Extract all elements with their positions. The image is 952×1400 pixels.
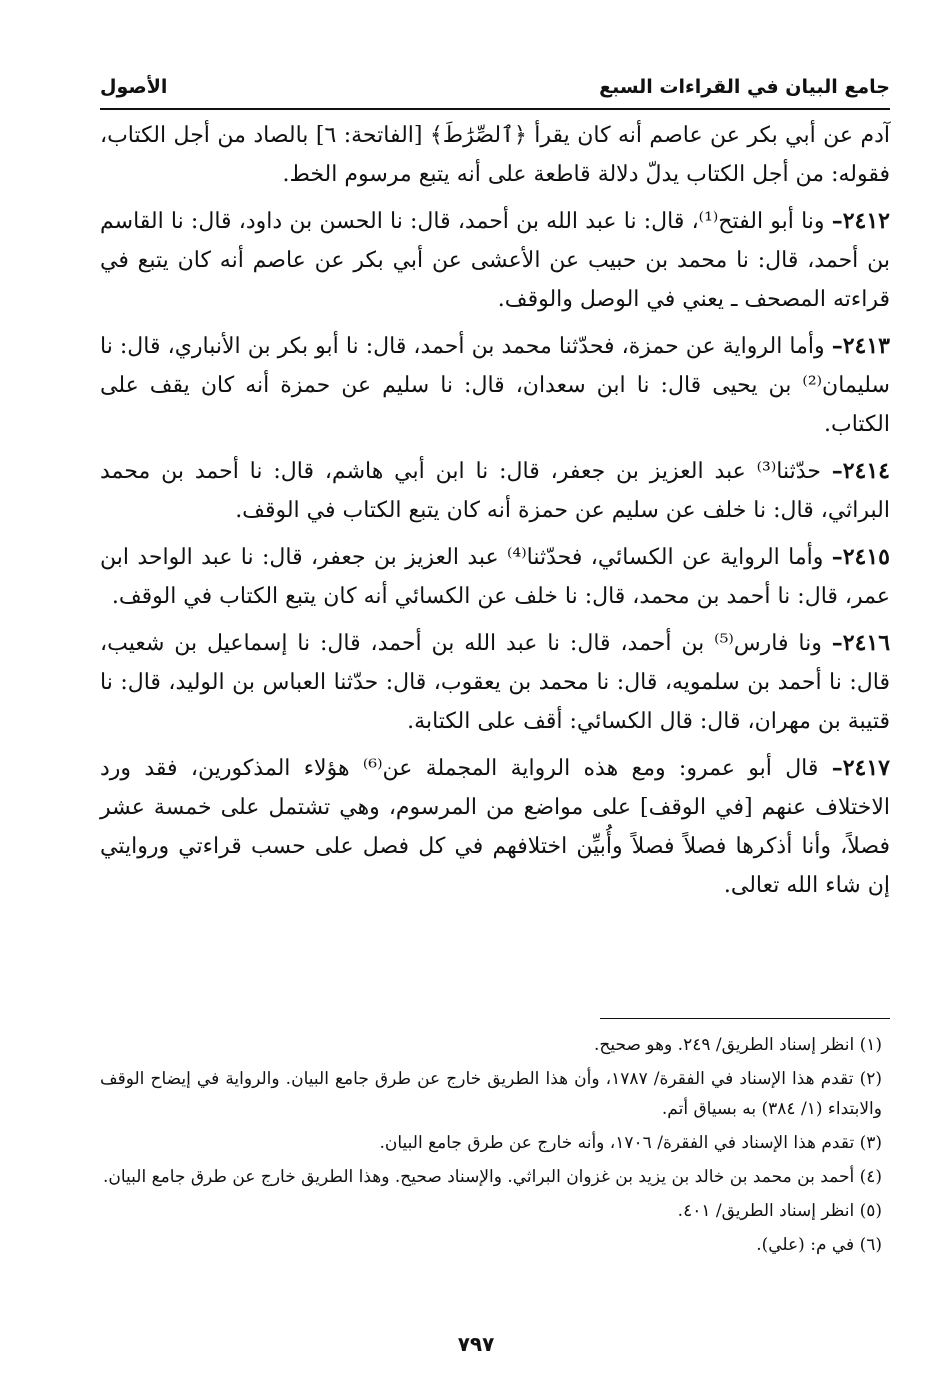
paragraph-text: قال أبو عمرو: ومع هذه الرواية المجملة عن⁽⁶⁾ هؤلاء المذكورين، فقد ورد الاختلاف عنهم [في الوقف] على مواضع من المرسوم، وهي تشتمل على خمسة عشر فصلاً، وأنا أذكرها فصلاً فصلاً وأُبيِّن اختلافهم في كل فصل على حسب قراءتي وروايتي إن شاء الله تعالى. (100, 756, 890, 898)
paragraph-number: ٢٤١٣– (831, 333, 890, 359)
footnote: (٤) أحمد بن محمد بن خالد بن يزيد بن غزوان البراثي. والإسناد صحيح. وهذا الطريق خارج عن طرق جامع البيان. (102, 1167, 882, 1187)
footnote: (١) انظر إسناد الطريق/ ٢٤٩. وهو صحيح. (593, 1035, 882, 1055)
paragraph-number: ٢٤١٧– (831, 755, 890, 781)
paragraph-text: وأما الرواية عن الكسائي، فحدّثنا⁽⁴⁾ عبد العزيز بن جعفر، قال: نا عبد الواحد ابن عمر، قال: نا أحمد بن محمد، قال: نا خلف عن الكسائي أنه كان يتبع الكتاب في الوقف. (100, 545, 890, 609)
paragraph-text: وأما الرواية عن حمزة، فحدّثنا محمد بن أحمد، قال: نا أبو بكر بن الأنباري، قال: نا سليمان⁽²⁾ بن يحيى قال: نا ابن سعدان، قال: نا سليم عن حمزة أنه كان يقف على الكتاب. (100, 334, 890, 437)
paragraph (100, 202, 890, 319)
paragraph-number: ٢٤١٢– (831, 208, 890, 234)
paragraph (100, 116, 890, 194)
book-title: جامع البيان في القراءات السبع (599, 76, 890, 98)
footnote: (٦) في م: (علي). (756, 1235, 882, 1255)
main-text (100, 116, 890, 913)
paragraph-number: ٢٤١٦– (831, 630, 891, 656)
paragraph-text: حدّثنا⁽³⁾ عبد العزيز بن جعفر، قال: نا ابن أبي هاشم، قال: نا أحمد بن محمد البراثي، قال: نا خلف عن سليم عن حمزة أنه كان يتبع الكتاب في الوقف. (100, 459, 890, 523)
paragraph-text: آدم عن أبي بكر عن عاصم أنه كان يقرأ ﴿ٱلصِّرَٰطَ﴾ [الفاتحة: ٦] بالصاد من أجل الكتاب، فقوله: من أجل الكتاب يدلّ دلالة قاطعة على أنه يتبع مرسوم الخط. (100, 123, 891, 187)
paragraph (100, 624, 890, 741)
paragraph-text: ونا فارس⁽⁵⁾ بن أحمد، قال: نا عبد الله بن أحمد، قال: نا إسماعيل بن شعيب، قال: نا أحمد بن سلمويه، قال: نا محمد بن يعقوب، قال: حدّثنا العباس بن الوليد، قال: نا قتيبة بن مهران، قال: قال الكسائي: أقف على الكتابة. (100, 631, 890, 734)
running-header (100, 62, 890, 98)
page-number: ٧٩٧ (457, 1332, 495, 1356)
paragraph (100, 538, 890, 616)
footnotes (100, 1030, 882, 1264)
header-rule (100, 108, 890, 110)
section-title: الأصول (100, 76, 168, 98)
paragraph (100, 749, 890, 905)
paragraph (100, 452, 890, 530)
paragraph-text: ونا أبو الفتح⁽¹⁾، قال: نا عبد الله بن أحمد، قال: نا الحسن بن داود، قال: نا القاسم بن أحمد، قال: نا محمد بن حبيب عن الأعشى عن أبي بكر عن عاصم أنه كان يتبع في قراءته المصحف ـ يعني في الوصل والوقف. (100, 209, 890, 312)
paragraph-number: ٢٤١٥– (831, 544, 890, 570)
paragraph (100, 327, 890, 444)
footnote: (٣) تقدم هذا الإسناد في الفقرة/ ١٧٠٦، وأنه خارج عن طرق جامع البيان. (379, 1133, 882, 1153)
footnote-separator (600, 1018, 890, 1019)
footnote: (٢) تقدم هذا الإسناد في الفقرة/ ١٧٨٧، وأن هذا الطريق خارج عن طرق جامع البيان. والرواية في إيضاح الوقف والابتداء (١/ ٣٨٤) به بسياق أتم. (100, 1069, 882, 1119)
paragraph-number: ٢٤١٤– (831, 458, 890, 484)
footnote: (٥) انظر إسناد الطريق/ ٤٠١. (677, 1201, 882, 1221)
